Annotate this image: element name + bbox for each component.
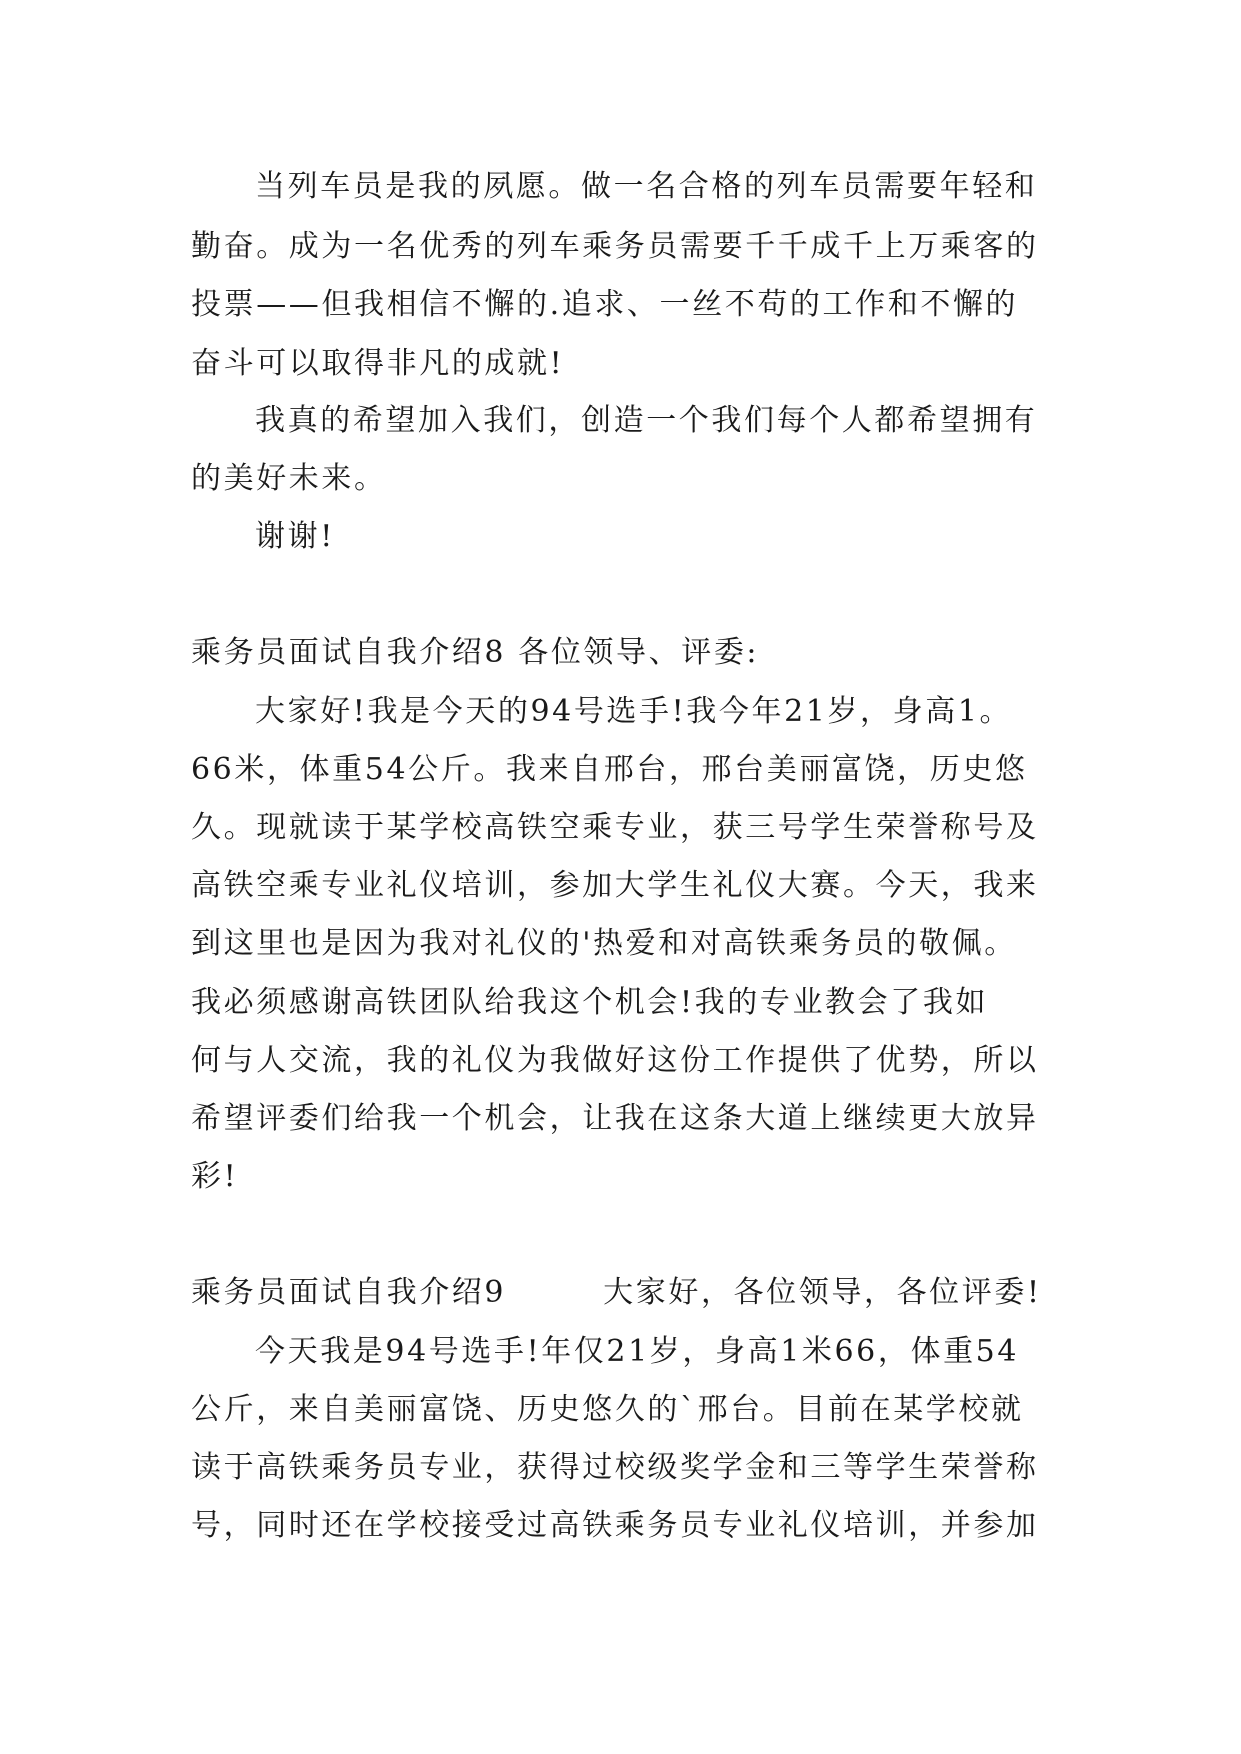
text-line: 号，同时还在学校接受过高铁乘务员专业礼仪培训，并参加 [191, 1508, 1039, 1543]
text-line: 我真的希望加入我们，创造一个我们每个人都希望拥有 [255, 403, 1038, 438]
text-line: 投票——但我相信不懈的.追求、一丝不苟的工作和不懈的 [191, 287, 1019, 322]
text-line: 公斤，来自美丽富饶、历史悠久的`邢台。目前在某学校就 [191, 1392, 1024, 1427]
text-line: 久。现就读于某学校高铁空乘专业，获三号学生荣誉称号及 [191, 810, 1039, 845]
text-line: 今天我是94号选手!年仅21岁，身高1米66，体重54 [255, 1334, 1020, 1369]
text-line: 谢谢! [255, 519, 335, 554]
section-heading: 乘务员面试自我介绍9 大家好，各位领导，各位评委! [191, 1275, 1042, 1310]
text-line: 勤奋。成为一名优秀的列车乘务员需要千千成千上万乘客的 [191, 229, 1039, 264]
section-heading: 乘务员面试自我介绍8 各位领导、评委: [191, 635, 760, 670]
text-line: 当列车员是我的夙愿。做一名合格的列车员需要年轻和 [255, 169, 1038, 204]
text-line: 到这里也是因为我对礼仪的'热爱和对高铁乘务员的敬佩。 [191, 926, 1017, 961]
text-line: 高铁空乘专业礼仪培训，参加大学生礼仪大赛。今天，我来 [191, 868, 1039, 903]
text-line: 大家好!我是今天的94号选手!我今年21岁，身高1。 [255, 694, 1013, 729]
text-line: 彩! [191, 1159, 239, 1194]
text-line: 我必须感谢高铁团队给我这个机会!我的专业教会了我如 [191, 985, 989, 1020]
text-line: 希望评委们给我一个机会，让我在这条大道上继续更大放异 [191, 1101, 1039, 1136]
text-line: 奋斗可以取得非凡的成就! [191, 346, 565, 381]
text-line: 66米，体重54公斤。我来自邢台，邢台美丽富饶，历史悠 [191, 752, 1028, 787]
text-line: 何与人交流，我的礼仪为我做好这份工作提供了优势，所以 [191, 1043, 1039, 1078]
text-line: 的美好未来。 [191, 461, 387, 496]
text-line: 读于高铁乘务员专业，获得过校级奖学金和三等学生荣誉称 [191, 1450, 1039, 1485]
